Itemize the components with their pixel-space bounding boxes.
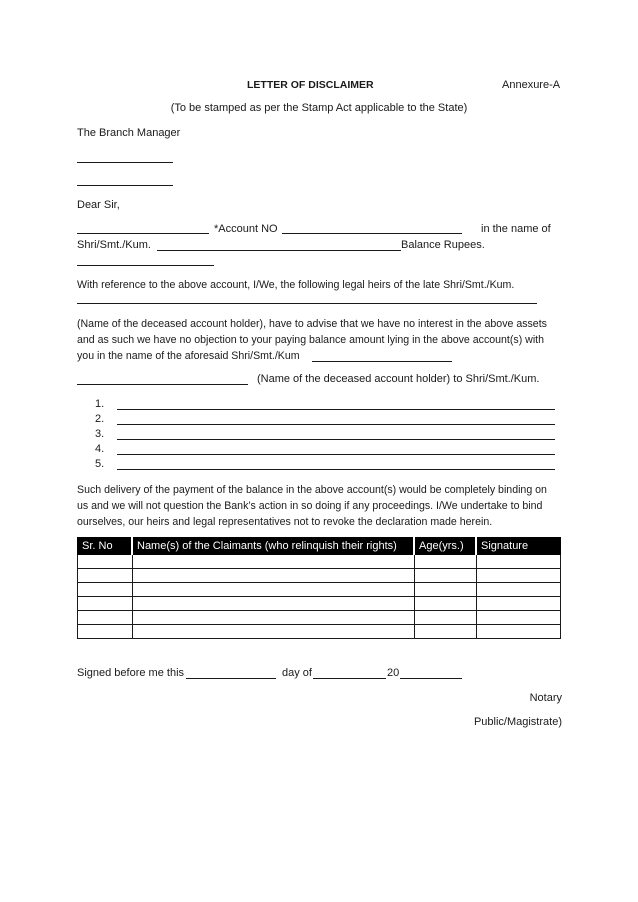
address-line-2[interactable] [77, 185, 173, 186]
table-row [78, 597, 561, 611]
cell-signature[interactable] [476, 569, 561, 583]
cell-name[interactable] [132, 597, 414, 611]
addressee-to: The Branch Manager [77, 127, 181, 139]
cell-signature[interactable] [476, 625, 561, 639]
annexure-label: Annexure-A [502, 79, 561, 91]
salutation: Dear Sir, [77, 199, 120, 211]
table-row [78, 555, 561, 569]
header-sr-no: Sr. No [78, 538, 133, 555]
cell-name[interactable] [132, 583, 414, 597]
holder-name-blank[interactable] [157, 250, 401, 251]
cell-sr-no[interactable] [78, 611, 133, 625]
cell-sr-no[interactable] [78, 625, 133, 639]
heir-line-5[interactable] [95, 457, 555, 471]
cell-signature[interactable] [476, 611, 561, 625]
year-blank[interactable] [400, 678, 462, 679]
declaration-line-1: Such delivery of the payment of the balance in the above account(s) would be completely binding on [77, 484, 547, 496]
account-no-blank[interactable] [282, 233, 462, 234]
in-name-of-label: in the name of [481, 223, 551, 235]
cell-name[interactable] [132, 555, 414, 569]
cell-age[interactable] [414, 611, 476, 625]
cell-name[interactable] [132, 569, 414, 583]
cell-name[interactable] [132, 611, 414, 625]
list-number: 2. [95, 413, 105, 425]
list-number: 4. [95, 443, 105, 455]
deceased-to-text: (Name of the deceased account holder) to Shri/Smt./Kum. [257, 373, 540, 385]
cell-age[interactable] [414, 597, 476, 611]
reference-text: With reference to the above account, I/We, the following legal heirs of the late Shri/Smt./Kum. [77, 279, 515, 291]
table-row [78, 583, 561, 597]
deceased-holder-blank[interactable] [77, 384, 248, 385]
header-age: Age(yrs.) [414, 538, 476, 555]
cell-signature[interactable] [476, 555, 561, 569]
list-number: 3. [95, 428, 105, 440]
year-prefix: 20 [387, 667, 400, 679]
cell-sr-no[interactable] [78, 569, 133, 583]
letter-title: LETTER OF DISCLAIMER [247, 79, 374, 91]
notary-label: Notary [529, 692, 562, 704]
cell-sr-no[interactable] [78, 583, 133, 597]
heir-line-2[interactable] [95, 412, 555, 426]
cell-sr-no[interactable] [78, 597, 133, 611]
signed-date-blank[interactable] [186, 678, 276, 679]
header-signature: Signature [476, 538, 561, 555]
month-blank[interactable] [313, 678, 386, 679]
table-row [78, 625, 561, 639]
table-header-row [78, 538, 561, 555]
cell-age[interactable] [414, 555, 476, 569]
heir-line-1[interactable] [95, 397, 555, 411]
cell-age[interactable] [414, 625, 476, 639]
cell-age[interactable] [414, 583, 476, 597]
declaration-line-3: ourselves, our heirs and legal representatives not to revoke the declaration made herein. [77, 516, 493, 528]
address-line-1[interactable] [77, 162, 173, 163]
list-number: 1. [95, 398, 105, 410]
claimants-table [77, 537, 561, 639]
deceased-name-blank[interactable] [77, 303, 537, 304]
para-line-1: (Name of the deceased account holder), have to advise that we have no interest in the above assets [77, 318, 547, 330]
balance-amount-blank[interactable] [77, 265, 214, 266]
day-of-label: day of [282, 667, 312, 679]
cell-signature[interactable] [476, 583, 561, 597]
cell-name[interactable] [132, 625, 414, 639]
table-row [78, 569, 561, 583]
aforesaid-name-blank[interactable] [312, 361, 452, 362]
cell-age[interactable] [414, 569, 476, 583]
cell-signature[interactable] [476, 597, 561, 611]
para-line-3: you in the name of the aforesaid Shri/Smt./Kum [77, 350, 300, 362]
para-line-2: and as such we have no objection to your paying balance amount lying in the above account(s) with [77, 334, 545, 346]
account-type-blank[interactable] [77, 233, 209, 234]
cell-sr-no[interactable] [78, 555, 133, 569]
balance-label: Balance Rupees. [401, 239, 485, 251]
account-no-label: *Account NO [214, 223, 278, 235]
heir-line-3[interactable] [95, 427, 555, 441]
public-magistrate-label: Public/Magistrate) [473, 716, 562, 728]
stamp-subtitle: (To be stamped as per the Stamp Act applicable to the State) [170, 102, 468, 114]
shri-label: Shri/Smt./Kum. [77, 239, 151, 251]
declaration-line-2: us and we will not question the Bank’s action in so doing if any proceedings. I/We undertake to bind [77, 500, 543, 512]
signed-before-label: Signed before me this [77, 667, 185, 679]
header-claimant-names: Name(s) of the Claimants (who relinquish their rights) [132, 538, 414, 555]
heir-line-4[interactable] [95, 442, 555, 456]
list-number: 5. [95, 458, 105, 470]
table-row [78, 611, 561, 625]
